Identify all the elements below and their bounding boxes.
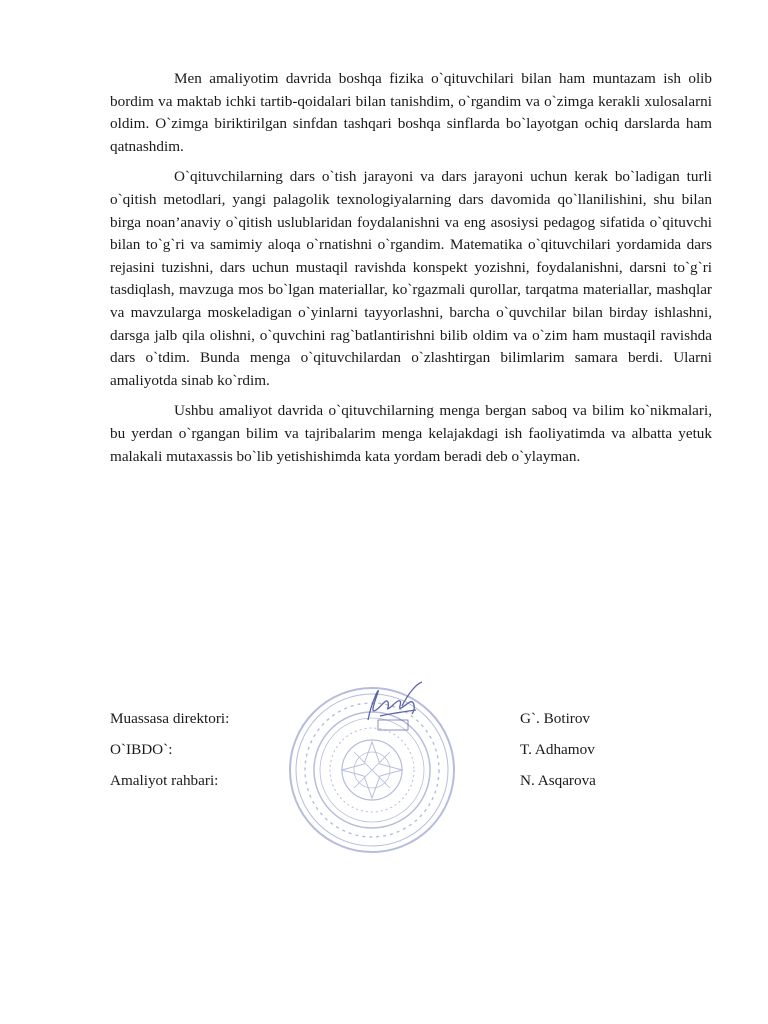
signature-row	[110, 739, 712, 770]
signature-name: G`. Botirov	[520, 710, 591, 727]
report-body	[110, 68, 712, 476]
paragraph-1: Men amaliyotim davrida boshqa fizika o`qituvchilari bilan ham muntazam ish olib bordim va maktab ichki tartib-qoidalari bilan tanishdim, o`rgandim va o`zimga kerakli xulosalarni oldim. O`zimga biriktirilgan sinfdan tashqari boshqa sinflarda bo`layotgan ochiq darslarda ham qatnashdim.	[110, 70, 712, 155]
signature-name: N. Asqarova	[520, 772, 596, 789]
signature-block	[110, 708, 712, 801]
signature-role: Amaliyot rahbari:	[110, 772, 219, 789]
signature-role: Muassasa direktori:	[110, 710, 230, 727]
paragraph-2: O`qituvchilarning dars o`tish jarayoni va dars jarayoni uchun kerak bo`ladigan turli o`qitish metodlari, yangi palagolik texnologiyalarning dars davomida qo`llanilishini, shu bilan birga noan’anaviy o`qitish uslublaridan foydalanishni va eng asosiysi pedagog sifatida o`qituvchi bilan to`g`ri va samimiy aloqa o`rnatishni o`rgandim. Matematika o`qituvchilari yordamida dars rejasini tuzishni, dars uchun mustaqil ravishda konspekt yozishni, foydalanishni, darsni to`g`ri tasdiqlash, mavzuga mos bo`lgan materiallar, ko`rgazmali qurollar, tarqatma materiallar, mashqlar va mavzularga moskeladigan o`yinlarni tayyorlashni, barcha o`quvchilar bilan birday ishlashni, darsga jalb qila olishni, o`quvchini rag`batlantirishni bilib oldim va o`zim ham mustaqil ravishda dars o`tdim. Bunda menga o`qituvchilardan o`zlashtirgan bilimlarim samara berdi. Ularni amaliyotda sinab ko`rdim.	[110, 168, 712, 389]
signature-name: T. Adhamov	[520, 741, 595, 758]
signature-row	[110, 770, 712, 801]
paragraph-3: Ushbu amaliyot davrida o`qituvchilarning menga bergan saboq va bilim ko`nikmalari, bu yerdan o`rgangan bilim va tajribalarim menga kelajakdagi ish faoliyatimda va albatta yetuk malakali mutaxassis bo`lib yetishishimda kata yordam beradi deb o`ylayman.	[110, 402, 712, 465]
signature-row	[110, 708, 712, 739]
signature-role: O`IBDO`:	[110, 741, 173, 758]
